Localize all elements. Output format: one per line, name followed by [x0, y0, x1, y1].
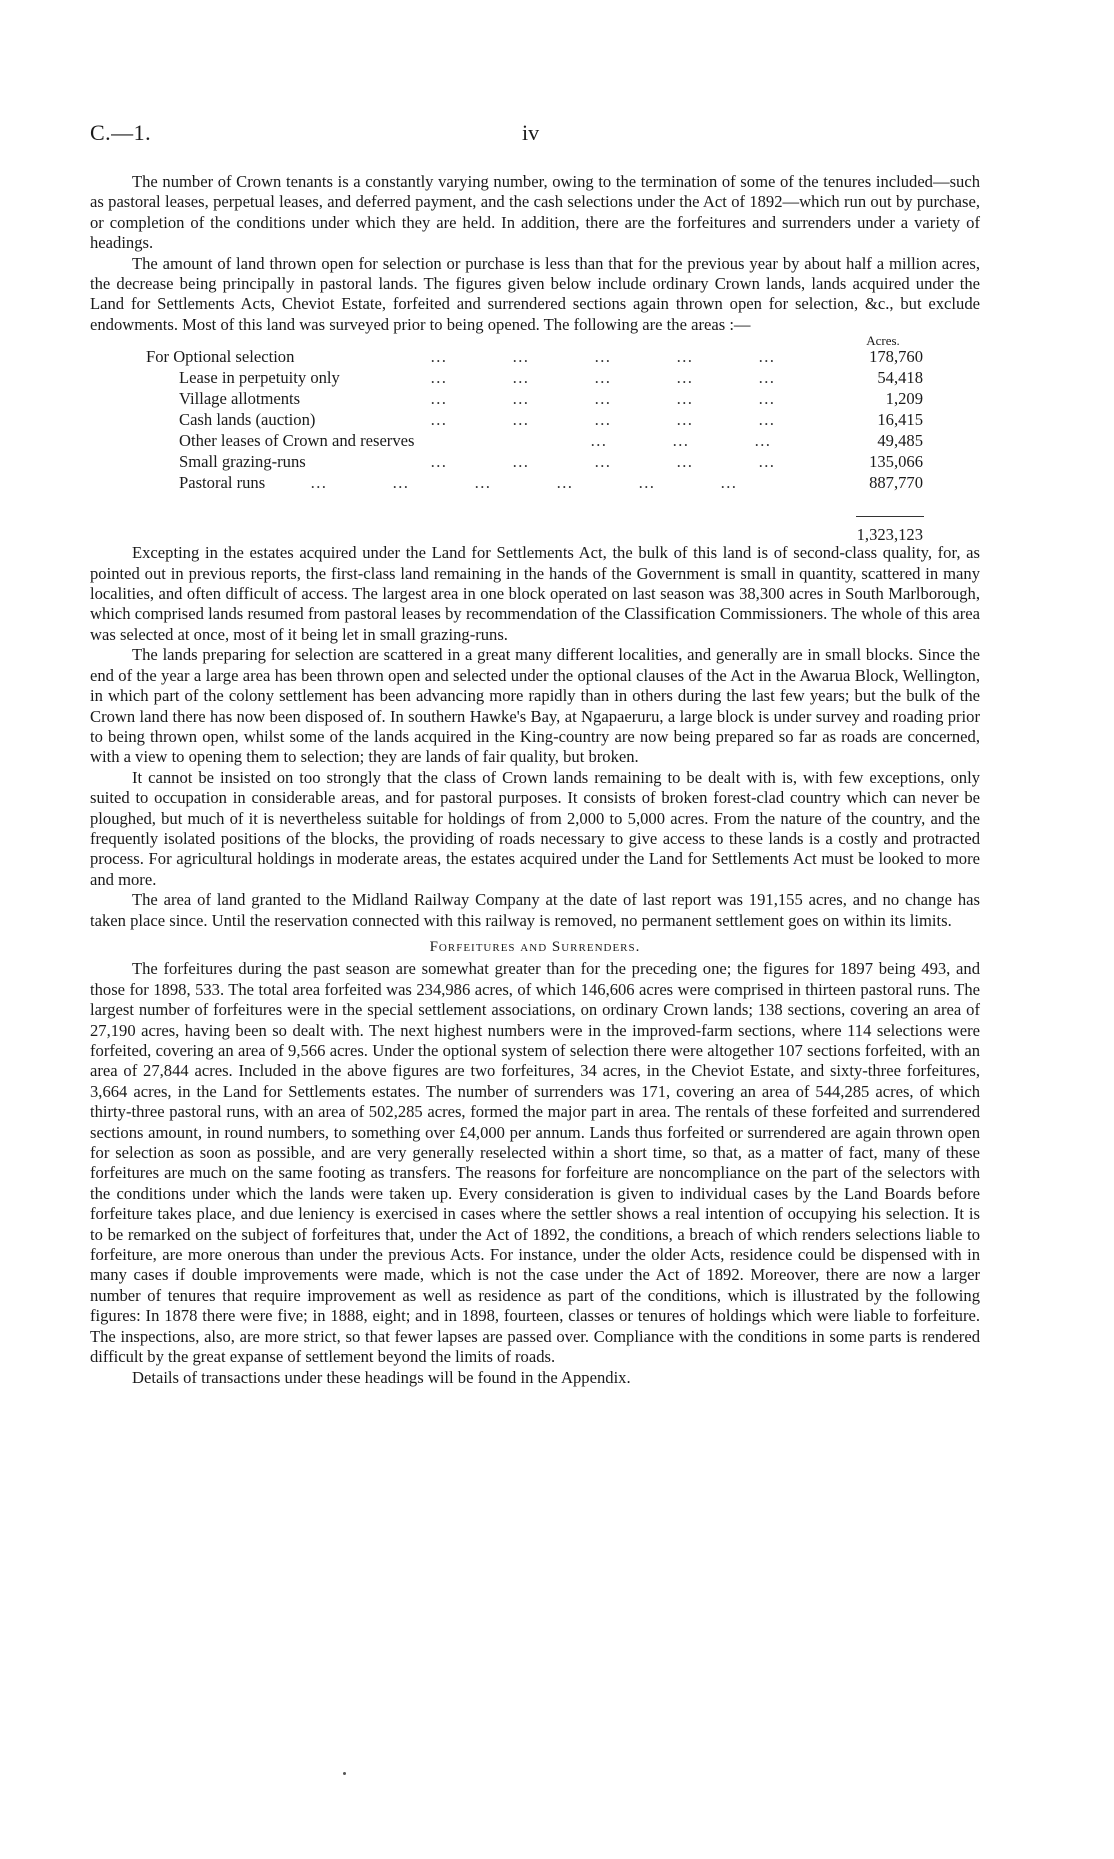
paragraph-land-thrown-open: The amount of land thrown open for selection or purchase is less than that for the previous year by about half a million acres, the decrease being principally in pastoral lands. The figures given below include ordinary Crown lands, lands acquired under the Land for Settlements Acts, Cheviot Estate, forfeited and surrendered sections again thrown open for selection, &c., but exclude endowments. Most of this land was surveyed prior to being opened. The following are the areas :—: [90, 253, 980, 334]
total-rule: [856, 516, 924, 517]
areas-total: 1,323,123: [856, 525, 923, 545]
stray-dot-mark: [343, 1772, 346, 1775]
areas-row: [90, 389, 980, 410]
paragraph-appendix-note: Details of transactions under these headings will be found in the Appendix.: [132, 1367, 631, 1387]
areas-row-value: 178,760: [869, 347, 923, 367]
paragraph-forfeitures: The forfeitures during the past season are somewhat greater than for the preceding one; the figures for 1897 being 493, and those for 1898, 533. The total area forfeited was 234,986 acres, of which 146,606 acres were comprised in thirteen pastoral runs. The largest number of forfeitures were in the special settlement associations, on ordinary Crown lands; 138 sections, covering an area of 27,190 acres, having been so dealt with. The next highest numbers were in the improved-farm sections, where 114 selections were forfeited, covering an area of 9,566 acres. Under the optional system of selection there were altogether 107 sections forfeited, with an area of 27,844 acres. Included in the above figures are two forfeitures, 34 acres, in the Cheviot Estate, and sixty-three forfeitures, 3,664 acres, in the Land for Settlements estates. The number of surrenders was 171, covering an area of 544,285 acres, of which thirty-three pastoral runs, with an area of 502,285 acres, formed the major part in area. The rentals of these forfeited and surrendered sections amount, in round numbers, to something over £4,000 per annum. Lands thus forfeited or surrendered are again thrown open for selection as soon as possible, and are very generally reselected within a short time, so that, as a matter of fact, many of these forfeitures are much on the same footing as transfers. The reasons for forfeiture are noncompliance on the part of the selectors with the conditions under which the lands were taken up. Every consideration is given to individual cases by the Land Boards before forfeiture takes place, and due leniency is exercised in cases where the settler shows a real intention of occupying his selection. It is to be remarked on the subject of forfeitures that, under the Act of 1892, the conditions, a breach of which renders selections liable to forfeiture, are more onerous than under the previous Acts. For instance, under the older Acts, residence could be dispensed with in many cases if double improvements were made, which is not the case under the Act of 1892. Moreover, there are now a larger number of tenures that require improvement as well as residence as part of the conditions, which is illustrated by the following figures: In 1878 there were five; in 1888, eight; and in 1898, fourteen, classes or tenures of holdings which were liable to forfeiture. The inspections, also, are more strict, so that fewer lapses are passed over. Compliance with the conditions in some parts is rendered difficult by the great expanse of settlement beyond the limits of roads.: [90, 959, 980, 1367]
areas-row: [90, 347, 980, 368]
areas-row-value: 1,209: [885, 389, 923, 409]
leader-dots: … … … … …: [430, 389, 775, 409]
paragraph-midland-railway: The area of land granted to the Midland Railway Company at the date of last report was 191,155 acres, and no change has taken place since. Until the reservation connected with this railway is removed, no permanent settlement goes on within its limits.: [90, 890, 980, 930]
paragraph-class-of-crown-lands: It cannot be insisted on too strongly that the class of Crown lands remaining to be dealt with is, with few exceptions, only suited to occupation in considerable areas, and for pastoral purposes. It consists of broken forest-clad country which can never be ploughed, but much of it is nevertheless suitable for holdings of from 2,000 to 5,000 acres. From the nature of the country, and the frequently isolated positions of the blocks, the providing of roads necessary to give access to these lands is a costly and protracted process. For agricultural holdings in moderate areas, the estates acquired under the Land for Settlements Act must be looked to more and more.: [90, 767, 980, 889]
areas-row-label: Lease in perpetuity only: [179, 368, 340, 388]
document-reference: C.—1.: [90, 120, 152, 145]
areas-row-label: Pastoral runs: [179, 473, 266, 493]
areas-row-label: Cash lands (auction): [179, 410, 316, 430]
areas-row-label: Village allotments: [179, 389, 301, 409]
paragraph-lands-preparing: The lands preparing for selection are scattered in a great many different localities, and generally are in small blocks. Since the end of the year a large area has been thrown open and selected under the optional clauses of the Act in the Awarua Block, Wellington, in which part of the colony settlement has been advancing more rapidly than in others during the last few years; but the bulk of the Crown land there has now been disposed of. In southern Hawke's Bay, at Ngapaeruru, a large block is under survey and roading prior to being thrown open, whilst some of the lands acquired in the King-country are now being prepared so far as roads are concerned, with a view to opening them to selection; they are lands of fair quality, but broken.: [90, 645, 980, 767]
paragraph-crown-tenants: The number of Crown tenants is a constantly varying number, owing to the termination of some of the tenures included—such as pastoral leases, perpetual leases, and deferred payment, and the cash selections under the Act of 1892—which run out by purchase, or completion of the conditions under which they are held. In addition, there are the forfeitures and surrenders under a variety of headings.: [90, 172, 980, 253]
areas-row: [90, 431, 980, 452]
areas-row-value: 16,415: [877, 410, 923, 430]
areas-unit-header: Acres.: [866, 333, 900, 349]
areas-table: [90, 335, 980, 543]
page-body: [90, 172, 980, 1388]
page-header: [90, 120, 970, 150]
page-number: iv: [522, 120, 540, 145]
areas-row-value: 135,066: [869, 452, 923, 472]
leader-dots: … … … … …: [430, 347, 775, 367]
leader-dots: … … … … …: [430, 410, 775, 430]
areas-row: [90, 473, 980, 494]
areas-row: [90, 410, 980, 431]
areas-row-label: For Optional selection: [146, 347, 295, 367]
leader-dots: … … …: [590, 431, 771, 451]
leader-dots: … … … … … …: [310, 473, 737, 493]
paragraph-second-class-land: Excepting in the estates acquired under the Land for Settlements Act, the bulk of this land is of second-class quality, for, as pointed out in previous reports, the first-class land remaining in the hands of the Government is small in quantity, scattered in many localities, and often difficult of access. The largest area in one block operated on last season was 38,300 acres in South Marlborough, which comprised lands resumed from pastoral leases by recommendation of the Classification Commissioners. The whole of this area was selected at once, most of it being let in small grazing-runs.: [90, 543, 980, 644]
areas-row-label: Small grazing-runs: [179, 452, 306, 472]
areas-row-value: 887,770: [869, 473, 923, 493]
areas-row-value: 49,485: [877, 431, 923, 451]
areas-row-label: Other leases of Crown and reserves: [179, 431, 415, 451]
section-heading-forfeitures: Forfeitures and Surrenders.: [429, 938, 641, 955]
areas-row-value: 54,418: [877, 368, 923, 388]
leader-dots: … … … … …: [430, 368, 775, 388]
areas-row: [90, 452, 980, 473]
areas-row: [90, 368, 980, 389]
leader-dots: … … … … …: [430, 452, 775, 472]
